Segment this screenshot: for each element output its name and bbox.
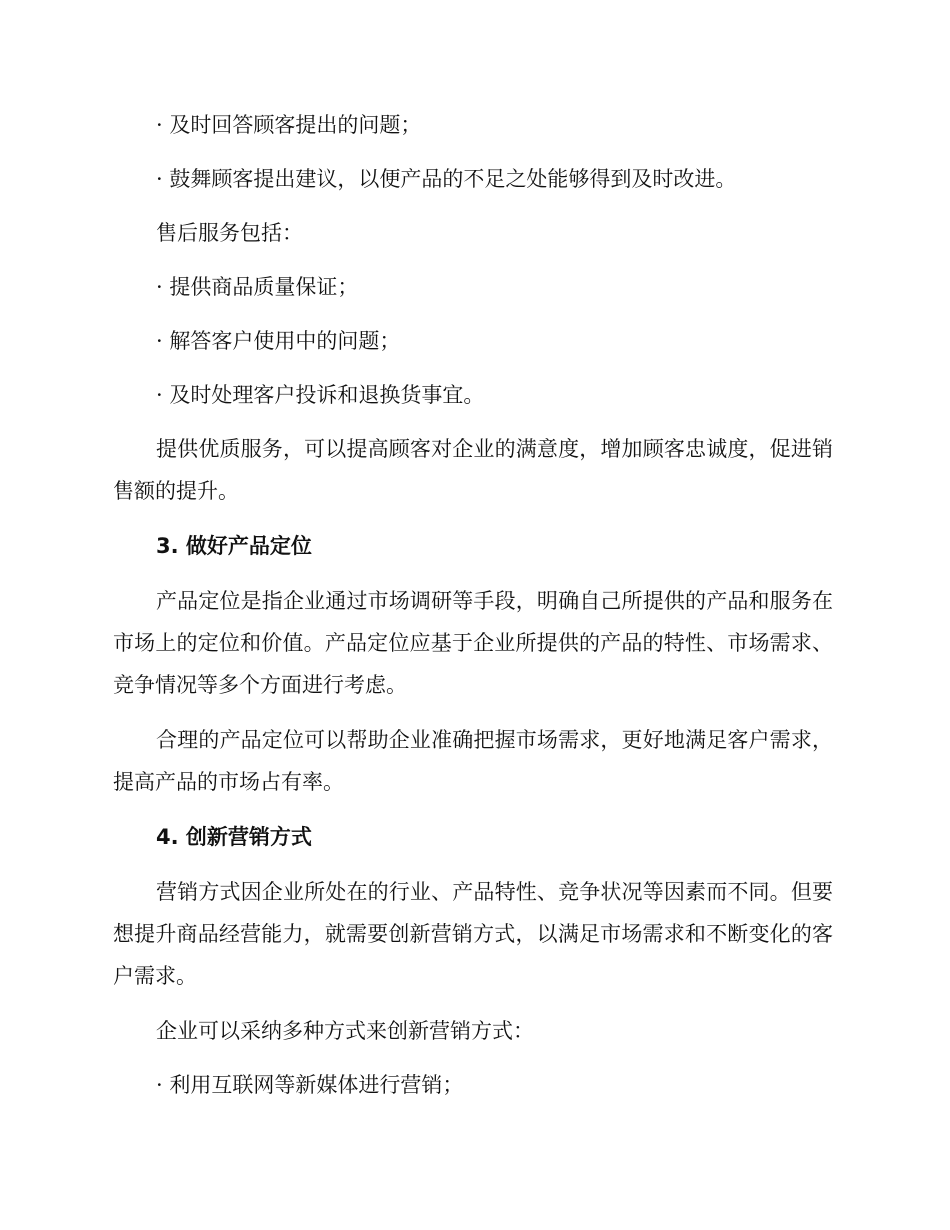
bullet-answer-questions: · 及时回答顾客提出的问题； [156,113,422,137]
after-sales-intro: 售后服务包括： [156,221,303,245]
document-page [113,104,833,1106]
paragraph-marketing-options: 企业可以采纳多种方式来创新营销方式： [156,1019,534,1043]
paragraph-positioning-definition: 产品定位是指企业通过市场调研等手段，明确自己所提供的产品和服务在市场上的定位和价值。产品定位应基于企业所提供的产品的特性、市场需求、竞争情况等多个方面进行考虑。 [113,589,833,697]
paragraph-marketing-methods: 营销方式因企业所处在的行业、产品特性、竞争状况等因素而不同。但要想提升商品经营能力，就需要创新营销方式，以满足市场需求和不断变化的客户需求。 [113,880,833,988]
heading-product-positioning: 3. 做好产品定位 [156,534,312,558]
bullet-quality-guarantee: · 提供商品质量保证； [156,275,359,299]
bullet-internet-marketing: · 利用互联网等新媒体进行营销； [156,1073,464,1097]
heading-innovative-marketing: 4. 创新营销方式 [156,825,312,849]
paragraph-positioning-benefit: 合理的产品定位可以帮助企业准确把握市场需求，更好地满足客户需求，提高产品的市场占有率。 [113,728,833,794]
paragraph-quality-service: 提供优质服务，可以提高顾客对企业的满意度，增加顾客忠诚度，促进销售额的提升。 [113,437,833,503]
bullet-complaints: · 及时处理客户投诉和退换货事宜。 [156,383,485,407]
bullet-usage-questions: · 解答客户使用中的问题； [156,329,401,353]
bullet-encourage-suggestions: · 鼓舞顾客提出建议，以便产品的不足之处能够得到及时改进。 [156,167,737,191]
